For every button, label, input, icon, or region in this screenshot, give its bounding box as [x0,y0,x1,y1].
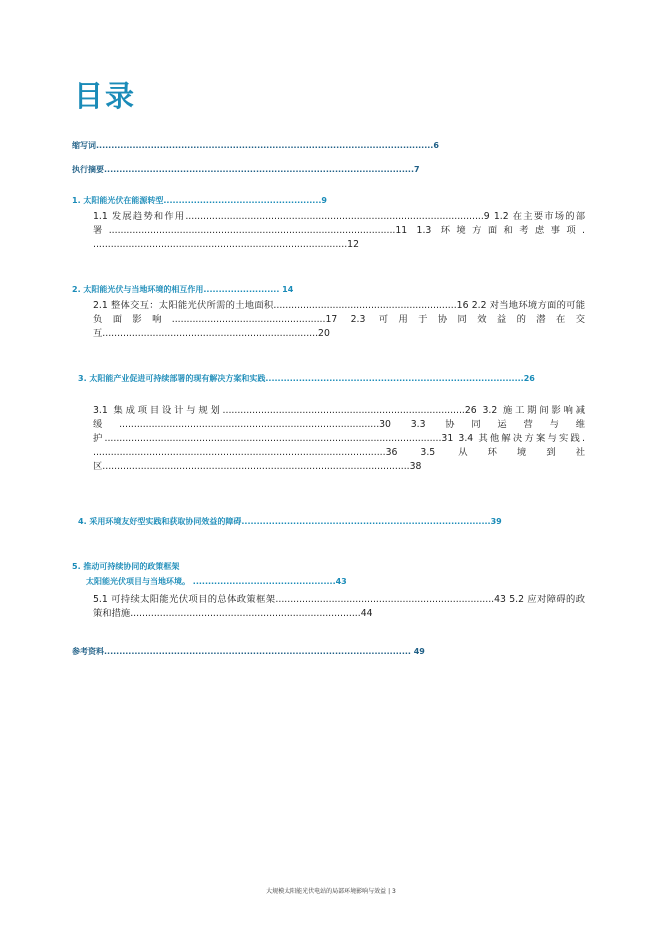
toc-subentries-section-2[interactable]: 2.1 整体交互：太阳能光伏所需的土地面积..............................................................16 2.2 对当地环境方面的可能负面影响....................................................17 2.3 可用于协同效益的潜在交互.........................................................................20 [93,300,585,339]
toc-entry-section-5-continued[interactable]: 太阳能光伏项目与当地环境。 ...............................................43 [86,577,347,586]
toc-entry-section-4[interactable]: 4. 采用环境友好型实践和获取协同效益的障碍..................................................................................39 [78,517,502,526]
toc-entry-section-2[interactable]: 2. 太阳能光伏与当地环境的相互作用......................... 14 [72,285,294,294]
toc-subentries-section-3[interactable]: 3.1 集成项目设计与规划..................................................................................26 3.2 施工期间影响减缓........................................................................................30 3.3 协同运营与维护..................................................................................................................31 3.4 其他解决方案与实践. ...................................................................................................36 3.5 从环境到社区........................................................................................................38 [93,405,586,472]
toc-entry-executive-summary[interactable]: 执行摘要......................................................................................................7 [72,165,420,174]
toc-entry-section-1[interactable]: 1. 太阳能光伏在能源转型....................................................9 [72,196,327,205]
toc-subentries-section-5[interactable]: 5.1 可持续太阳能光伏项目的总体政策框架..........................................................................43 5.2 应对障碍的政策和措施..............................................................................44 [93,594,585,619]
toc-entry-section-5[interactable]: 5. 推动可持续协同的政策框架 [72,562,180,571]
toc-subentries-section-1[interactable]: 1.1 发展趋势和作用.....................................................................................................9 1.2 在主要市场的部署.................................................................................................11 1.3 环境方面和考虑事项. ......................................................................................12 [93,211,585,250]
page-title: 目录 [74,79,137,113]
toc-entry-abbreviations[interactable]: 缩写词...............................................................................................................6 [72,141,439,150]
toc-entry-references[interactable]: 参考资料..................................................................................................... 49 [72,647,425,656]
toc-entry-section-3[interactable]: 3. 太阳能产业促进可持续部署的现有解决方案和实践.....................................................................................26 [78,374,535,383]
page-footer: 大规模太阳能光伏电站的局部环境影响与效益 | 3 [266,888,396,895]
